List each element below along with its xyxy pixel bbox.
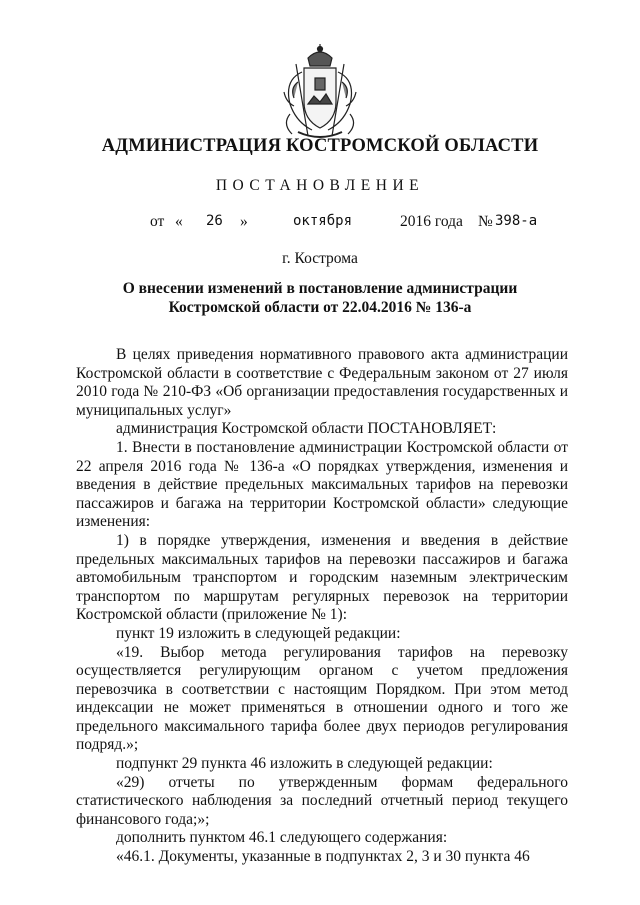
- date-quote-open: «: [175, 213, 183, 230]
- document-title: [100, 279, 540, 317]
- paragraph-item-1: 1. Внести в постановление администрации Костромской области от 22 апреля 2016 года № 136-а «О порядках утверждения, изменения и введения в действие предельных максимальных тарифов на перевозки пассажиров и багажа на территории Костромской области» следующие изменения:: [76, 438, 568, 531]
- document-number: 398-а: [495, 213, 538, 229]
- document-title-line: Костромской области от 22.04.2016 № 136-а: [168, 299, 472, 316]
- document-title-line: О внесении изменений в постановление администрации: [122, 280, 518, 297]
- paragraph-resolves: администрация Костромской области ПОСТАНОВЛЯЕТ:: [116, 420, 497, 438]
- paragraph-subpoint-29-text: «29) отчеты по утвержденным формам федерального статистического наблюдения за последний отчетный период текущего финансового года;»;: [76, 773, 568, 828]
- organization-name: АДМИНИСТРАЦИЯ КОСТРОМСКОЙ ОБЛАСТИ: [101, 136, 539, 156]
- number-sign: №: [478, 213, 493, 230]
- date-year: 2016 года: [400, 213, 463, 230]
- paragraph-preamble: В целях приведения нормативного правового акта администрации Костромской области в соответствие с Федеральным законом от 27 июля 2010 года № 210-ФЗ «Об организации предоставления государственных и муниципальных услуг»: [76, 346, 568, 419]
- date-day: 26: [206, 213, 223, 229]
- paragraph-subitem-1: 1) в порядке утверждения, изменения и введения в действие предельных максимальных тарифов на перевозки пассажиров и багажа автомобильным транспортом и городским наземным электрическим транспортом по маршрутам регулярных перевозок на территории Костромской области (приложение № 1):: [76, 531, 568, 624]
- coat-of-arms-icon: [268, 44, 372, 144]
- date-month: октября: [293, 213, 353, 229]
- paragraph-point-46-1-intro: дополнить пунктом 46.1 следующего содержания:: [116, 829, 448, 847]
- document-body: [76, 346, 568, 867]
- document-type: ПОСТАНОВЛЕНИЕ: [215, 177, 425, 194]
- city: г. Кострома: [282, 250, 358, 267]
- date-prefix: от: [150, 213, 165, 230]
- date-quote-close: »: [240, 213, 248, 230]
- paragraph-point-19-intro: пункт 19 изложить в следующей редакции:: [116, 624, 401, 642]
- paragraph-point-19-text: «19. Выбор метода регулирования тарифов на перевозку осуществляется регулирующим органом с учетом предложения перевозчика в соответствии с настоящим Порядком. При этом метод индексации не может применяться в отношении одного и того же предельного максимального тарифа более двух периодов регулирования подряд.»;: [76, 643, 568, 754]
- paragraph-point-46-1-text: «46.1. Документы, указанные в подпунктах 2, 3 и 30 пункта 46: [116, 848, 530, 866]
- paragraph-subpoint-29-intro: подпункт 29 пункта 46 изложить в следующей редакции:: [116, 755, 493, 773]
